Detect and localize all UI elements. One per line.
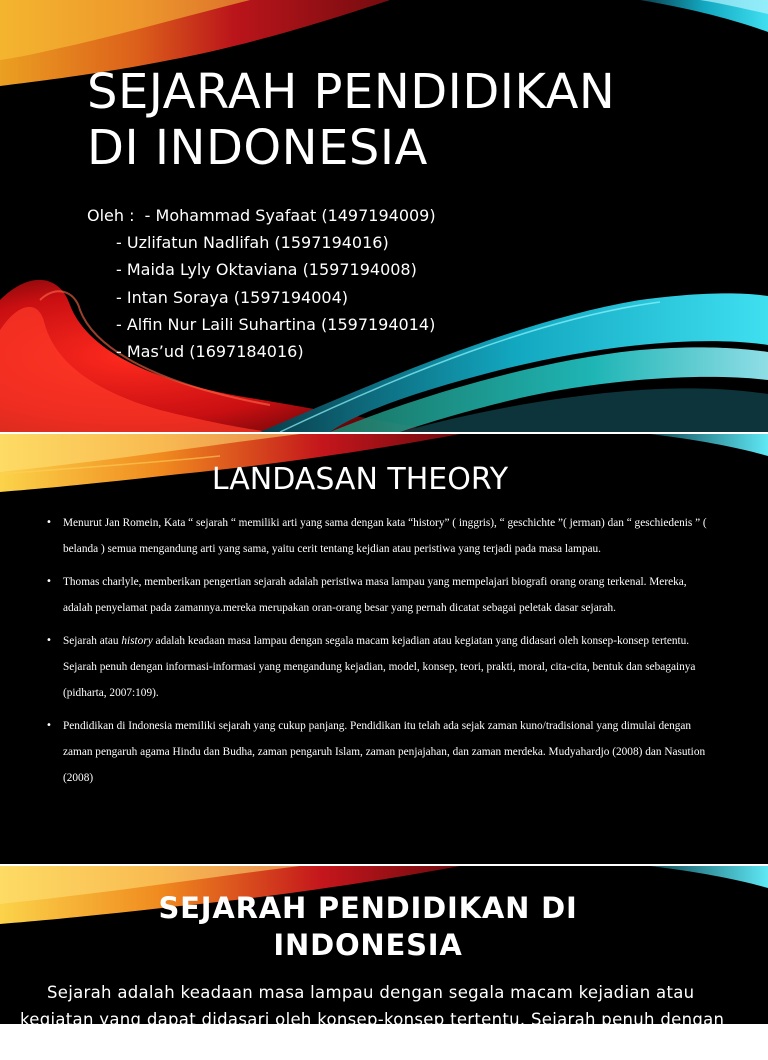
bullet-icon: • [46,635,52,646]
sejarah-slide [0,866,768,1056]
author-line: - Alfin Nur Laili Suhartina (1597194014) [116,314,436,334]
bullet-text: Menurut Jan Romein, Kata “ sejarah “ memiliki arti yang sama dengan kata “history” ( inggris), “ geschichte ”( jerman) dan “ geschiedenis ” ( belanda ) semua mengandung arti yang sama, yaitu cerit tentang kejdian atau peristiwa yang terjadi pada masa lampau. [63,517,707,555]
author-line: - Maida Lyly Oktaviana (1597194008) [116,260,417,280]
author-line: Oleh : - Mohammad Syafaat (1497194009) [87,206,436,225]
bullet-text: Sejarah atau [63,635,122,647]
title-line-2: INDONESIA [273,928,463,962]
bullet-list [46,510,718,798]
bullet-icon: • [46,576,52,587]
slide-title: LANDASAN THEORY [211,462,509,497]
title-line-2: DI INDONESIA [87,120,428,176]
body-paragraph: Sejarah adalah keadaan masa lampau dengan segala macam kejadian atau kegiatan yang dapat didasari oleh konsep-konsep tertentu. Sejarah penuh dengan informasi- [20,983,725,1056]
bullet-text-italic: history [121,635,153,647]
bullet-icon: • [46,720,52,731]
slide-title [0,890,736,964]
list-item [46,628,718,706]
author-line: - Uzlifatun Nadlifah (1597194016) [116,233,389,253]
page-title [87,64,615,176]
bullet-text: Thomas charlyle, memberikan pengertian sejarah adalah peristiwa masa lampau yang mempelajari biografi orang orang terkenal. Mereka, adalah penyelamat pada zamannya.mereka merupakan oran-orang besar yang pernah dicatat sebagai peletak dasar sejarah. [63,576,687,614]
author-list [87,202,436,365]
list-item [46,713,718,791]
title-line-1: SEJARAH PENDIDIKAN DI [158,891,578,925]
bullet-icon: • [46,517,52,528]
title-line-1: SEJARAH PENDIDIKAN [87,64,616,120]
list-item [46,510,718,562]
bullet-text: Pendidikan di Indonesia memiliki sejarah yang cukup panjang. Pendidikan itu telah ada sejak zaman kuno/tradisional yang dimulai dengan zaman pengaruh agama Hindu dan Budha, zaman pengaruh Islam, zaman penjajahan, dan zaman merdeka. Mudyahardjo (2008) dan Nasution (2008) [63,720,706,784]
bullet-text: adalah keadaan masa lampau dengan segala macam kejadian atau kegiatan yang didasari oleh konsep-konsep tertentu. Sejarah penuh dengan informasi-informasi yang mengandung kejadian, model, konsep, teori, prakti, moral, cita-cita, bentuk dan sebagainya (pidharta, 2007:109). [63,635,696,699]
list-item [46,569,718,621]
author-line: - Mas’ud (1697184016) [116,342,304,362]
author-line: - Intan Soraya (1597194004) [116,287,348,307]
title-slide [0,0,768,432]
landasan-theory-slide [0,434,768,864]
